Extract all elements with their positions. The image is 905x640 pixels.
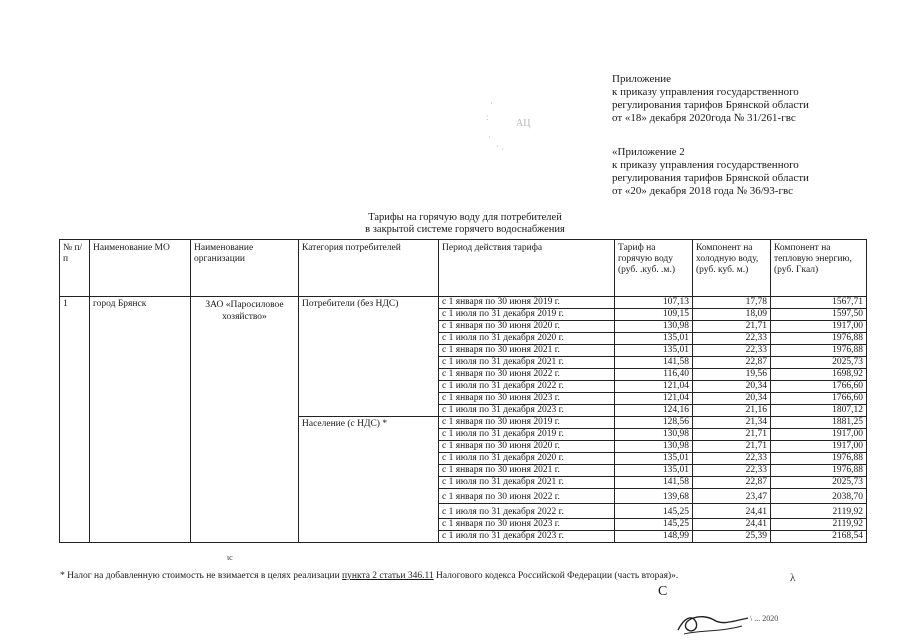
cold-water-cell: 18,09 [693,309,771,321]
cold-water-cell: 21,71 [693,429,771,441]
cold-water-cell: 22,87 [693,357,771,369]
tariff-cell: 145,25 [615,504,693,519]
table-row [60,297,867,309]
heat-energy-cell: 1766,60 [771,381,867,393]
period-cell: с 1 января по 30 июня 2022 г. [439,369,615,381]
cold-water-cell: 21,34 [693,417,771,429]
heat-energy-cell: 2119,92 [771,519,867,531]
appendix-line: к приказу управления государственного [612,86,799,98]
faint-stamp: · : АЦ · ` · [486,98,531,154]
tariff-cell: 139,68 [615,489,693,504]
tariff-cell: 121,04 [615,393,693,405]
heat-energy-cell: 1976,88 [771,345,867,357]
period-cell: с 1 июля по 31 декабря 2019 г. [439,309,615,321]
cold-water-cell: 22,33 [693,453,771,465]
tariff-cell: 135,01 [615,465,693,477]
cold-water-cell: 20,34 [693,381,771,393]
heat-energy-cell: 1976,88 [771,465,867,477]
tariff-cell: 124,16 [615,405,693,417]
period-cell: с 1 января по 30 июня 2022 г. [439,489,615,504]
heat-energy-cell: 2025,73 [771,477,867,489]
col-header-period: Период действия тарифа [439,240,615,297]
heat-energy-cell: 2168,54 [771,531,867,543]
heat-energy-cell: 2038,70 [771,489,867,504]
footnote-text: * Налог на добавленную стоимость не взимается в целях реализации [60,571,343,581]
tariff-cell: 109,15 [615,309,693,321]
heat-energy-cell: 1881,25 [771,417,867,429]
appendix-2-line: регулирования тарифов Брянской области [612,172,809,184]
footnote-text: Налогового кодекса Российской Федерации (часть вторая)». [433,571,679,581]
period-cell: с 1 июля по 31 декабря 2021 г. [439,357,615,369]
cold-water-cell: 25,39 [693,531,771,543]
period-cell: с 1 января по 30 июня 2023 г. [439,393,615,405]
col-header-no: № п/п [60,240,90,297]
heat-energy-cell: 1976,88 [771,333,867,345]
period-cell: с 1 января по 30 июня 2019 г. [439,297,615,309]
tariff-cell: 121,04 [615,381,693,393]
table-title-line: Тарифы на горячую воду для потребителей [368,212,562,223]
tariff-cell: 135,01 [615,333,693,345]
heat-energy-cell: 1917,00 [771,429,867,441]
tariff-cell: 130,98 [615,441,693,453]
period-cell: с 1 июля по 31 декабря 2020 г. [439,453,615,465]
period-cell: с 1 января по 30 июня 2020 г. [439,441,615,453]
cold-water-cell: 20,34 [693,393,771,405]
period-cell: с 1 января по 30 июня 2021 г. [439,465,615,477]
period-cell: с 1 июля по 31 декабря 2022 г. [439,504,615,519]
col-header-cold: Компонент на холодную воду, (руб. куб. м.) [693,240,771,297]
period-cell: с 1 июля по 31 декабря 2022 г. [439,381,615,393]
tariff-cell: 116,40 [615,369,693,381]
tariff-cell: 128,56 [615,417,693,429]
heat-energy-cell: 2025,73 [771,357,867,369]
appendix-2-header [612,146,892,198]
cold-water-cell: 24,41 [693,504,771,519]
period-cell: с 1 января по 30 июня 2023 г. [439,519,615,531]
organization-name: ЗАО «Паросиловое хозяйство» [191,297,299,543]
period-cell: с 1 июля по 31 декабря 2020 г. [439,333,615,345]
cold-water-cell: 22,87 [693,477,771,489]
tariff-cell: 141,58 [615,357,693,369]
heat-energy-cell: 1567,71 [771,297,867,309]
stray-mark: ιc [227,553,233,562]
handwritten-signature [670,600,760,640]
heat-energy-cell: 1766,60 [771,393,867,405]
period-cell: с 1 июля по 31 декабря 2021 г. [439,477,615,489]
appendix-header [612,73,892,125]
period-cell: с 1 июля по 31 декабря 2019 г. [439,429,615,441]
tariff-cell: 107,13 [615,297,693,309]
heat-energy-cell: 1976,88 [771,453,867,465]
tariff-table-body [60,297,867,543]
tariff-cell: 130,98 [615,321,693,333]
heat-energy-cell: 1917,00 [771,441,867,453]
heat-energy-cell: 1917,00 [771,321,867,333]
tariff-cell: 148,99 [615,531,693,543]
tariff-cell: 141,58 [615,477,693,489]
col-header-category: Категория потребителей [299,240,439,297]
cold-water-cell: 24,41 [693,519,771,531]
col-header-org: Наименование организации [191,240,299,297]
table-title [300,212,630,236]
signature-stamp: \ ... 2020 [750,614,779,623]
table-header-row [60,240,867,297]
corner-mark: λ [790,572,796,584]
appendix-2-line: к приказу управления государственного [612,159,799,171]
period-cell: с 1 января по 30 июня 2019 г. [439,417,615,429]
cold-water-cell: 23,47 [693,489,771,504]
appendix-order-ref: от «18» декабря 2020года № 31/261-гвс [612,112,796,124]
heat-energy-cell: 1807,12 [771,405,867,417]
heat-energy-cell: 2119,92 [771,504,867,519]
tariff-cell: 135,01 [615,453,693,465]
signature-mark: С [658,584,668,599]
cold-water-cell: 21,16 [693,405,771,417]
municipality-name: город Брянск [90,297,191,543]
tariff-cell: 145,25 [615,519,693,531]
row-number: 1 [60,297,90,543]
col-header-tariff: Тариф на горячую воду (руб. .куб. .м.) [615,240,693,297]
col-header-mo: Наименование МО [90,240,191,297]
col-header-heat: Компонент на тепловую энергию, (руб. Гкал) [771,240,867,297]
cold-water-cell: 22,33 [693,333,771,345]
appendix-2-order-ref: от «20» декабря 2018 года № 36/93-гвс [612,185,793,197]
appendix-line: регулирования тарифов Брянской области [612,99,809,111]
cold-water-cell: 21,71 [693,321,771,333]
footnote [60,571,678,581]
period-cell: с 1 июля по 31 декабря 2023 г. [439,405,615,417]
period-cell: с 1 января по 30 июня 2020 г. [439,321,615,333]
period-cell: с 1 января по 30 июня 2021 г. [439,345,615,357]
cold-water-cell: 17,78 [693,297,771,309]
period-cell: с 1 июля по 31 декабря 2023 г. [439,531,615,543]
tariff-cell: 130,98 [615,429,693,441]
table-title-line: в закрытой системе горячего водоснабжения [365,224,565,235]
tariff-table [59,239,867,543]
consumer-category: Население (с НДС) * [299,417,439,543]
cold-water-cell: 22,33 [693,465,771,477]
heat-energy-cell: 1698,92 [771,369,867,381]
appendix-2-title: «Приложение 2 [612,146,685,158]
cold-water-cell: 22,33 [693,345,771,357]
tax-code-link[interactable]: пункта 2 статьи 346.11 [342,571,434,581]
cold-water-cell: 21,71 [693,441,771,453]
signature-area [640,580,810,640]
cold-water-cell: 19,56 [693,369,771,381]
tariff-cell: 135,01 [615,345,693,357]
heat-energy-cell: 1597,50 [771,309,867,321]
appendix-title: Приложение [612,73,672,85]
consumer-category: Потребители (без НДС) [299,297,439,417]
